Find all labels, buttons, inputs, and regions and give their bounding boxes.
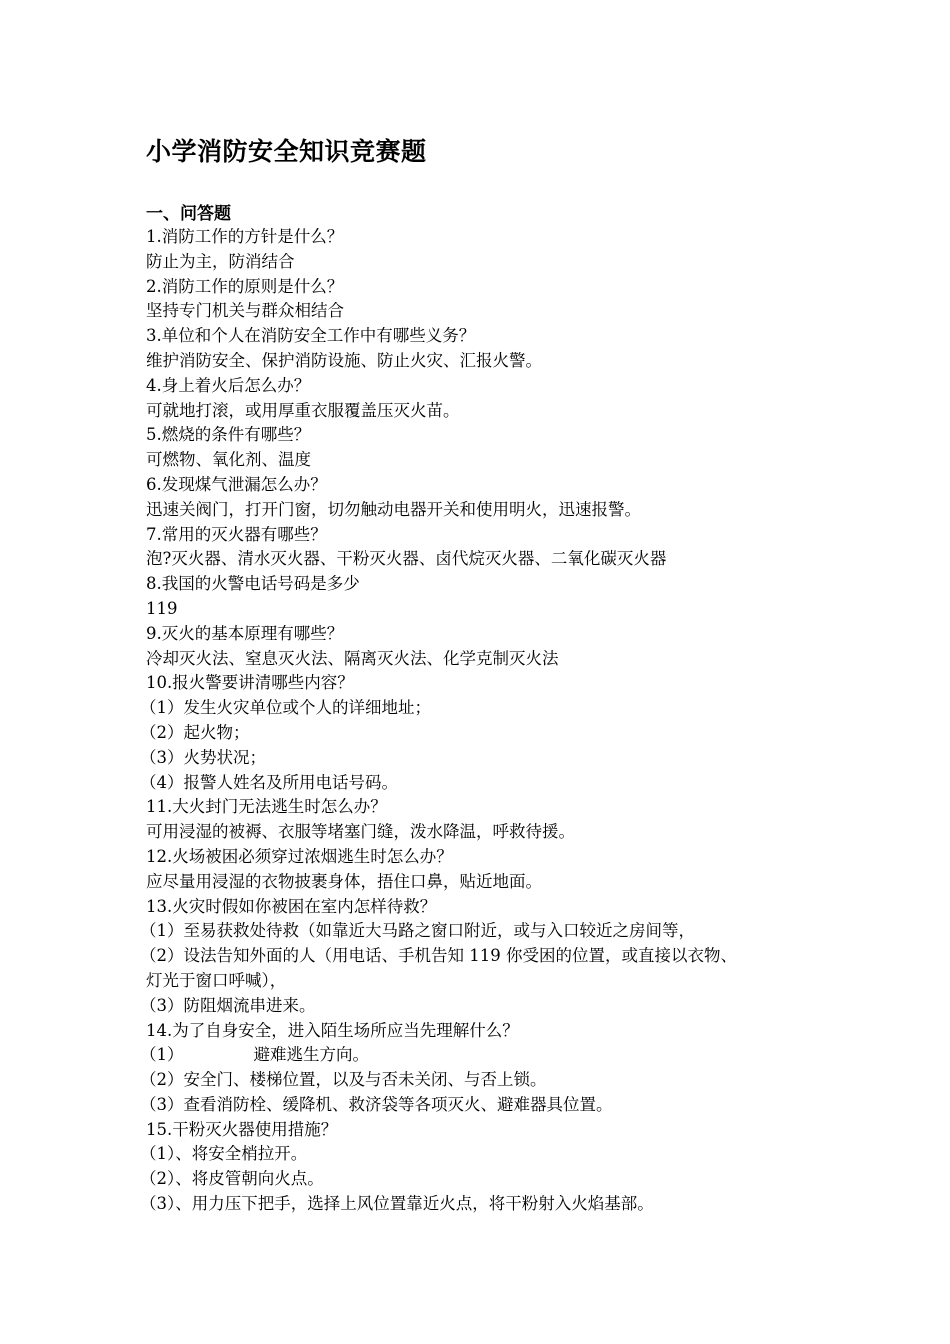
answer-line: 可燃物、氧化剂、温度 <box>146 450 311 470</box>
document-title: 小学消防安全知识竞赛题 <box>146 137 427 166</box>
answer-line: 119 <box>146 598 178 618</box>
answer-line: （1）、将安全梢拉开。 <box>140 1144 308 1164</box>
answer-line: 可用浸湿的被褥、衣服等堵塞门缝，泼水降温，呼救待援。 <box>146 822 575 842</box>
question-line: 4.身上着火后怎么办？ <box>146 375 311 395</box>
answer-line: （3）查看消防栓、缓降机、救济袋等各项灭火、避难器具位置。 <box>140 1094 613 1114</box>
answer-line: 坚持专门机关与群众相结合 <box>146 301 344 321</box>
answer-line: （4）报警人姓名及所用电话号码。 <box>140 772 398 792</box>
question-line: 10.报火警要讲清哪些内容？ <box>146 673 354 693</box>
answer-line: 维护消防安全、保护消防设施、防止火灾、汇报火警。 <box>146 350 542 370</box>
answer-line: （2）、将皮管朝向火点。 <box>140 1169 324 1189</box>
question-line: 14.为了自身安全，进入陌生场所应当先理解什么？ <box>146 1020 519 1040</box>
question-line: 7.常用的灭火器有哪些？ <box>146 524 327 544</box>
question-line: 1.消防工作的方针是什么？ <box>146 227 344 246</box>
answer-line: 可就地打滚，或用厚重衣服覆盖压灭火苗。 <box>146 400 460 420</box>
question-line: 15.干粉灭火器使用措施？ <box>146 1119 338 1139</box>
answer-line: （3）防阻烟流串进来。 <box>140 995 316 1015</box>
answer-line: 应尽量用浸湿的衣物披裹身体，捂住口鼻，贴近地面。 <box>146 871 542 891</box>
answer-line: （3）火势状况； <box>140 747 266 767</box>
question-line: 9.灭火的基本原理有哪些？ <box>146 623 344 643</box>
question-line: 8.我国的火警电话号码是多少 <box>146 574 360 594</box>
question-line: 11.大火封门无法逃生时怎么办？ <box>146 797 387 817</box>
answer-line: （2）安全门、楼梯位置，以及与否未关闭、与否上锁。 <box>140 1070 547 1090</box>
question-line: 5.燃烧的条件有哪些？ <box>146 425 311 445</box>
answer-line-14-1 <box>140 1043 846 1068</box>
answer-line: 泡?灭火器、清水灭火器、干粉灭火器、卤代烷灭火器、二氧化碳灭火器 <box>146 549 667 569</box>
answer-line: 迅速关阀门，打开门窗，切勿触动电器开关和使用明火，迅速报警。 <box>146 499 641 519</box>
question-line: 6.发现煤气泄漏怎么办？ <box>146 474 327 494</box>
question-line: 12.火场被困必须穿过浓烟逃生时怎么办？ <box>146 846 453 866</box>
qa-list <box>140 225 846 1217</box>
question-line: 13.火灾时假如你被困在室内怎样待救？ <box>146 896 437 916</box>
question-line: 3.单位和个人在消防安全工作中有哪些义务？ <box>146 326 476 346</box>
answer-line: （2）起火物； <box>140 722 250 742</box>
answer-line: 冷却灭火法、窒息灭火法、隔离灭火法、化学克制灭火法 <box>146 648 559 668</box>
answer-line: （3）、用力压下把手，选择上风位置靠近火点，将干粉射入火焰基部。 <box>140 1194 654 1214</box>
answer-number: （1） <box>140 1045 184 1065</box>
answer-line: （2）设法告知外面的人（用电话、手机告知 119 你受困的位置，或直接以衣物、 <box>140 946 737 966</box>
answer-line: 防止为主，防消结合 <box>146 251 295 271</box>
section-heading: 一、问答题 <box>146 204 231 224</box>
answer-line: （1）至易获救处待救（如靠近大马路之窗口附近，或与入口较近之房间等， <box>140 921 695 941</box>
answer-line: （1）发生火灾单位或个人的详细地址； <box>140 698 431 718</box>
question-line: 2.消防工作的原则是什么？ <box>146 276 344 296</box>
answer-text: 避难逃生方向。 <box>253 1045 369 1065</box>
answer-line: 灯光于窗口呼喊）， <box>146 970 287 990</box>
